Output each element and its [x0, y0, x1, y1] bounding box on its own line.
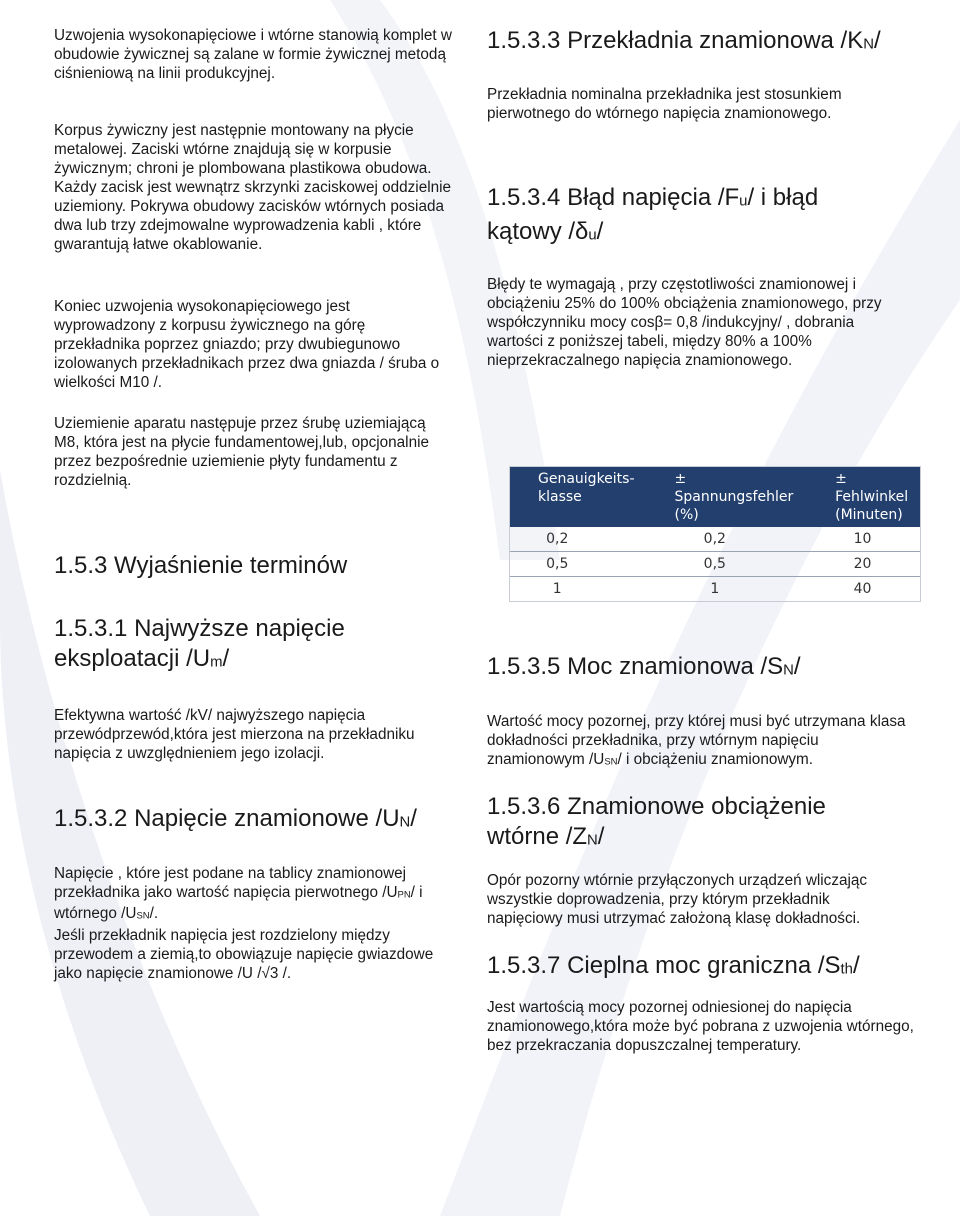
subscript-sn: SN [604, 756, 618, 768]
paragraph-1-5-3-6: Opór pozorny wtórnie przyłączonych urządzeń wliczając wszystkie doprowadzenia, przy którym przekładnik napięciowy musi utrzymać założoną klasę dokładności. [487, 872, 868, 927]
heading-1-5-3-4-c: kątowy /δ [487, 217, 589, 245]
paragraph-1-5-3-5 [487, 712, 917, 771]
heading-1-5-3-4-b: / i błąd [747, 184, 819, 211]
table-cell: 1 [552, 581, 562, 597]
table-cell: 0,2 [645, 527, 806, 552]
heading-1-5-3-2-text: 1.5.3.2 Napięcie znamionowe /U [54, 805, 400, 832]
subscript-u2: u [588, 227, 597, 244]
paragraph-1-5-3-2-d: Jeśli przekładnik napięcia jest rozdzielony między przewodem a ziemią,to obowiązuje napięcie gwiazdowe jako napięcie znamionowe /U /√3 /. [54, 926, 434, 982]
paragraph-1-5-3-5-a: Wartość mocy pozornej, przy której musi być utrzymana klasa dokładności przekładnika, przy wtórnym napięciu znamionowym /U [487, 713, 906, 768]
heading-1-5-3-6-a: 1.5.3.6 Znamionowe obciążenie [487, 793, 826, 820]
heading-1-5-3-6-end: / [597, 823, 605, 850]
header-phase-displacement: ± Fehlwinkel (Minuten) [805, 467, 920, 527]
heading-1-5-3-3-text: 1.5.3.3 Przekładnia znamionowa /K [487, 27, 864, 54]
watermark-arc-left [0, 470, 260, 1216]
heading-1-5-3-3-end: / [873, 27, 881, 54]
paragraph-encapsulation: Uzwojenia wysokonapięciowe i wtórne stanowią komplet w obudowie żywicznej są zalane w formie żywicznej metodą ciśnieniową na linii produkcyjnej. [54, 27, 452, 82]
header-voltage-error: ± Spannungsfehler (%) [645, 467, 806, 527]
table-header-row [510, 467, 920, 527]
paragraph-1-5-3-5-b: / i obciążeniu znamionowym. [617, 751, 814, 768]
table-cell: 0,2 [510, 527, 645, 552]
paragraph-1-5-3-2-b: / i wtórnego /U [54, 884, 423, 923]
accuracy-class-table [510, 467, 920, 601]
heading-1-5-3-5-text: 1.5.3.5 Moc znamionowa /S [487, 653, 784, 680]
heading-1-5-3-1-end: / [222, 645, 230, 672]
heading-1-5-3-1 [54, 614, 464, 678]
accuracy-table-wrapper [509, 466, 921, 602]
subscript-n: N [783, 662, 794, 679]
paragraph-hv-winding-end: Koniec uzwojenia wysokonapięciowego jest wyprowadzony z korpusu żywicznego na górę przekładnika poprzez gniazdo; przy dwubiegunowo izolowanych przekładnikach przez dwa gniazda / śruba o wielkości M10 /. [54, 298, 440, 391]
paragraph-resin-body: Korpus żywiczny jest następnie montowany na płycie metalowej. Zaciski wtórne znajdują się w korpusie żywicznym; chroni je plombowana plastikowa obudowa. Każdy zacisk jest wewnątrz skrzynki zaciskowej oddzielnie uziemiony. Pokrywa obudowy zacisków wtórnych posiada dwa lub trzy zdejmowalne wyprowadzenia kabli , które gwarantują łatwe okablowanie. [54, 122, 452, 253]
subscript-n: N [587, 832, 598, 849]
heading-1-5-3-4-end: / [596, 217, 604, 245]
heading-1-5-3-6-b: wtórne /Z [487, 823, 588, 850]
subscript-sn: SN [136, 910, 150, 922]
table-cell: 20 [805, 552, 920, 577]
header-accuracy-class: Genauigkeits- klasse [510, 467, 645, 527]
subscript-n: N [863, 36, 874, 53]
heading-1-5-3-5 [487, 652, 801, 686]
heading-1-5-3-1-line2: eksploatacji /U [54, 645, 211, 672]
table-cell: 1 [710, 581, 720, 597]
paragraph-1-5-3-2-a: Napięcie , które jest podane na tablicy znamionowej przekładnika jako wartość napięcia pierwotnego /U [54, 865, 407, 901]
heading-1-5-3-5-end: / [793, 653, 801, 680]
paragraph-1-5-3-4: Błędy te wymagają , przy częstotliwości znamionowej i obciążeniu 25% do 100% obciążenia znamionowego, przy współczynniku mocy cosβ= 0,8 /indukcyjny/ , dobrania wartości z poniższej tabeli, między 80% a 100% nieprzekraczalnego napięcia znamionowego. [487, 276, 882, 369]
table-cell: 10 [805, 527, 920, 552]
table-row [510, 577, 920, 602]
subscript-pn: PN [397, 889, 411, 901]
subscript-u: u [739, 193, 748, 210]
heading-1-5-3-6 [487, 792, 907, 856]
subscript-n: N [399, 814, 411, 831]
heading-1-5-3-7 [487, 951, 860, 985]
heading-1-5-3-2-end: / [410, 805, 417, 832]
subscript-th: th [840, 961, 853, 978]
paragraph-1-5-3-3: Przekładnia nominalna przekładnika jest stosunkiem pierwotnego do wtórnego napięcia znamionowego. [487, 86, 842, 122]
paragraph-grounding: Uziemienie aparatu następuje przez śrubę uziemiającą M8, która jest na płycie fundamentowej,lub, opcjonalnie przez bezpośrednie uziemienie płyty fundamentu z rozdzielnią. [54, 415, 429, 489]
subscript-m: m [210, 654, 223, 671]
heading-1-5-3-7-end: / [852, 952, 860, 979]
table-cell: 0,5 [510, 552, 645, 577]
paragraph-1-5-3-2 [54, 864, 459, 983]
heading-1-5-3: 1.5.3 Wyjaśnienie terminów [54, 552, 348, 579]
heading-1-5-3-4 [487, 183, 907, 250]
paragraph-1-5-3-7: Jest wartością mocy pozornej odniesionej do napięcia znamionowego,która może być pobrana z uzwojenia wtórnego, bez przekraczania dopuszczalnej temperatury. [487, 999, 914, 1054]
heading-1-5-3-2 [54, 804, 417, 838]
heading-1-5-3-3 [487, 26, 881, 60]
paragraph-1-5-3-1: Efektywna wartość /kV/ najwyższego napięcia przewódprzewód,która jest mierzona na przekładniku napięcia z uwzględnieniem jego izolacji. [54, 707, 415, 762]
table-row [510, 552, 920, 577]
heading-1-5-3-1-line1: 1.5.3.1 Najwyższe napięcie [54, 615, 345, 642]
heading-1-5-3-4-a: 1.5.3.4 Błąd napięcia /F [487, 184, 740, 211]
table-cell: 40 [853, 581, 872, 597]
table-row [510, 527, 920, 552]
heading-1-5-3-7-text: 1.5.3.7 Cieplna moc graniczna /S [487, 952, 841, 979]
table-cell: 0,5 [645, 552, 806, 577]
paragraph-1-5-3-2-c: /. [149, 905, 159, 923]
